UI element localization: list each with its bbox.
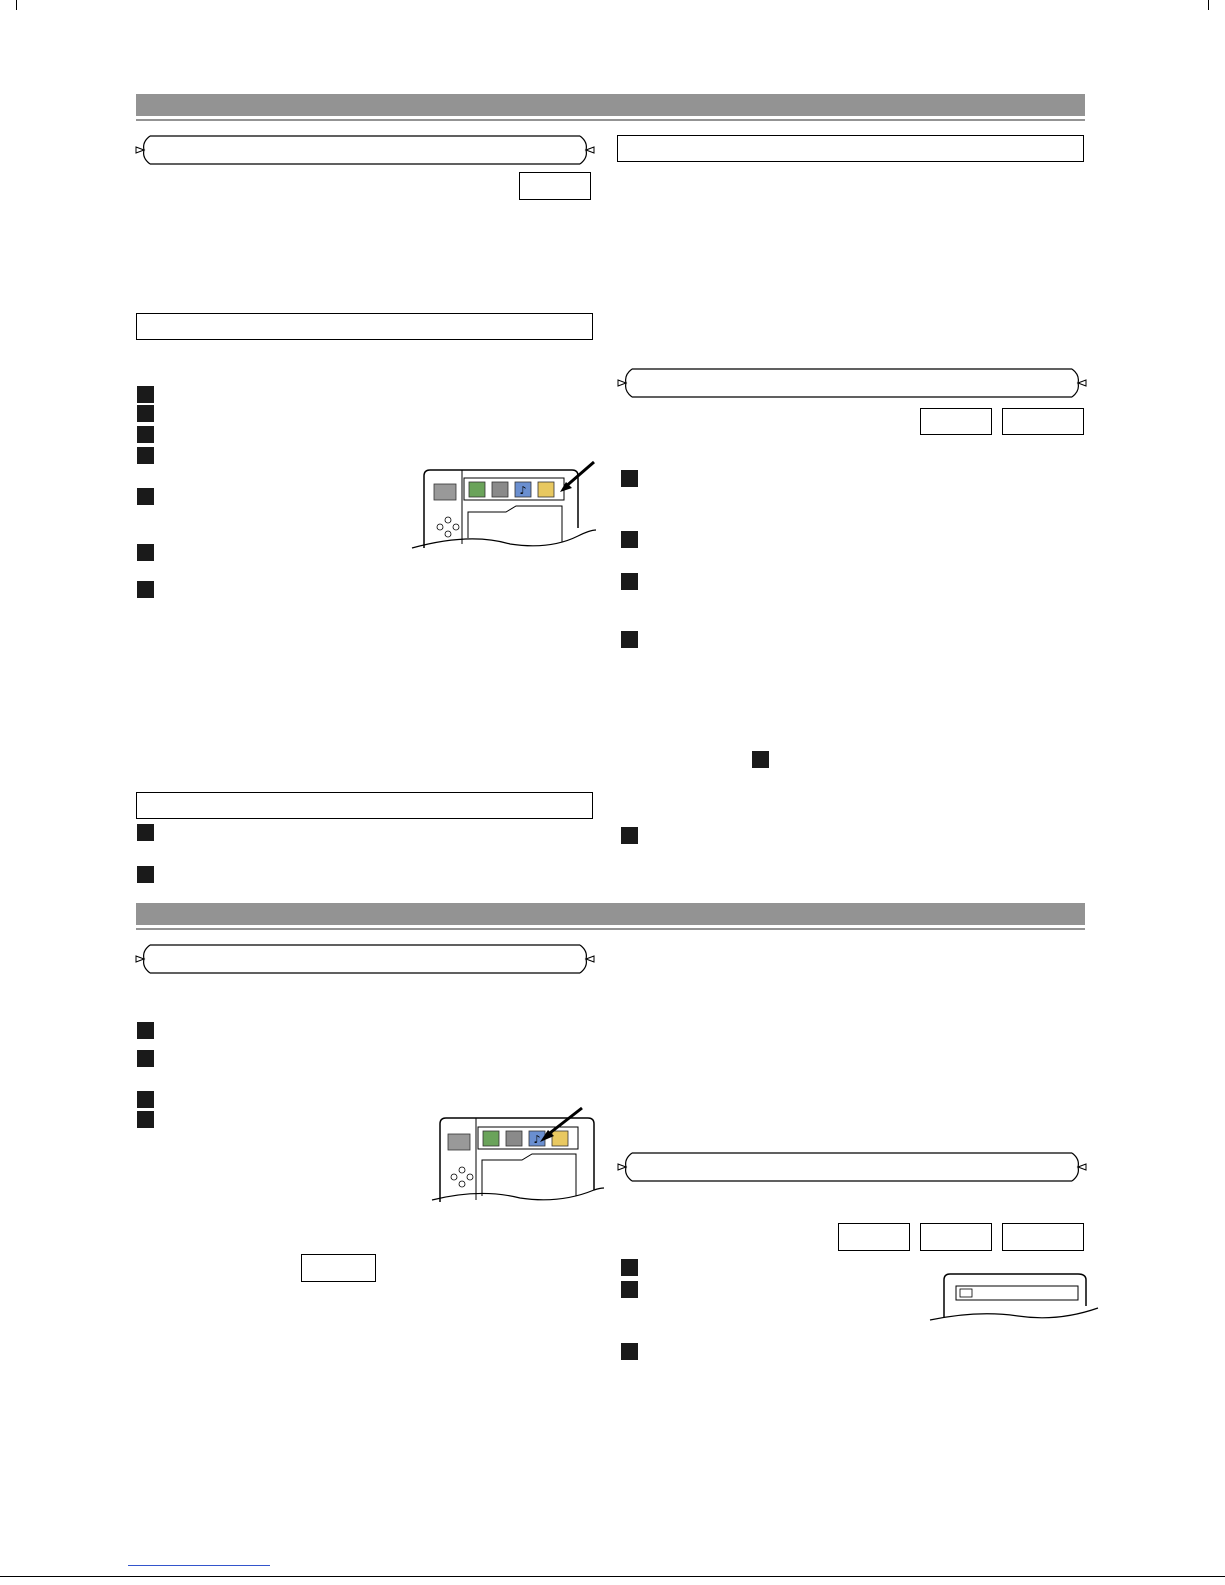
disc-type-badge xyxy=(1002,1223,1084,1251)
step-marker xyxy=(621,1281,638,1298)
step-marker xyxy=(137,824,154,841)
disc-type-badge xyxy=(519,172,591,200)
disc-icon xyxy=(960,1289,972,1297)
picture-icon xyxy=(506,1131,522,1146)
settings-icon xyxy=(483,1131,499,1146)
disc-type-badge xyxy=(1002,408,1084,435)
svg-text:♪: ♪ xyxy=(533,1133,541,1146)
step-marker xyxy=(137,405,154,422)
folder-icon xyxy=(538,482,554,497)
step-marker xyxy=(137,1111,154,1128)
step-marker xyxy=(137,1050,154,1067)
step-marker xyxy=(137,447,154,464)
settings-icon xyxy=(469,482,485,497)
topic-heading-right-2 xyxy=(616,1151,1088,1183)
disc-type-badge xyxy=(920,408,992,435)
topic-heading-left-1 xyxy=(134,134,596,166)
menu-illustration-bottom xyxy=(430,1100,605,1210)
picture-icon xyxy=(492,482,508,497)
step-marker-inline xyxy=(752,751,769,768)
step-marker xyxy=(137,426,154,443)
step-marker xyxy=(621,470,638,487)
crop-mark-left xyxy=(16,0,17,10)
step-marker xyxy=(137,866,154,883)
section-rule-top xyxy=(136,119,1085,121)
trim-line xyxy=(0,1576,1225,1577)
menu-illustration-top xyxy=(410,458,600,553)
step-marker xyxy=(137,386,154,403)
svg-text:♪: ♪ xyxy=(519,484,527,497)
step-marker xyxy=(137,544,154,561)
subheading-box-left-2 xyxy=(136,792,593,819)
step-marker xyxy=(137,581,154,598)
subheading-box-left-1 xyxy=(136,313,593,340)
crop-mark-right xyxy=(1208,0,1209,10)
topic-heading-left-2 xyxy=(134,943,596,975)
step-marker xyxy=(621,827,638,844)
step-marker xyxy=(621,573,638,590)
subheading-box-right-1 xyxy=(617,135,1084,162)
step-marker xyxy=(137,488,154,505)
section-rule-bottom xyxy=(136,928,1085,930)
step-marker xyxy=(621,1343,638,1360)
topic-heading-right-1 xyxy=(616,367,1088,399)
step-marker xyxy=(137,1091,154,1108)
step-marker xyxy=(621,631,638,648)
bottom-link-underline xyxy=(128,1565,270,1566)
step-marker xyxy=(621,531,638,548)
step-marker xyxy=(621,1259,638,1276)
step-marker xyxy=(137,1022,154,1039)
section-bar-top xyxy=(136,94,1085,116)
disc-type-badge xyxy=(920,1223,992,1251)
osd-illustration xyxy=(928,1270,1108,1326)
section-bar-bottom xyxy=(136,903,1085,925)
folder-icon xyxy=(552,1131,568,1146)
disc-type-badge xyxy=(301,1254,376,1282)
disc-type-badge xyxy=(838,1223,910,1251)
